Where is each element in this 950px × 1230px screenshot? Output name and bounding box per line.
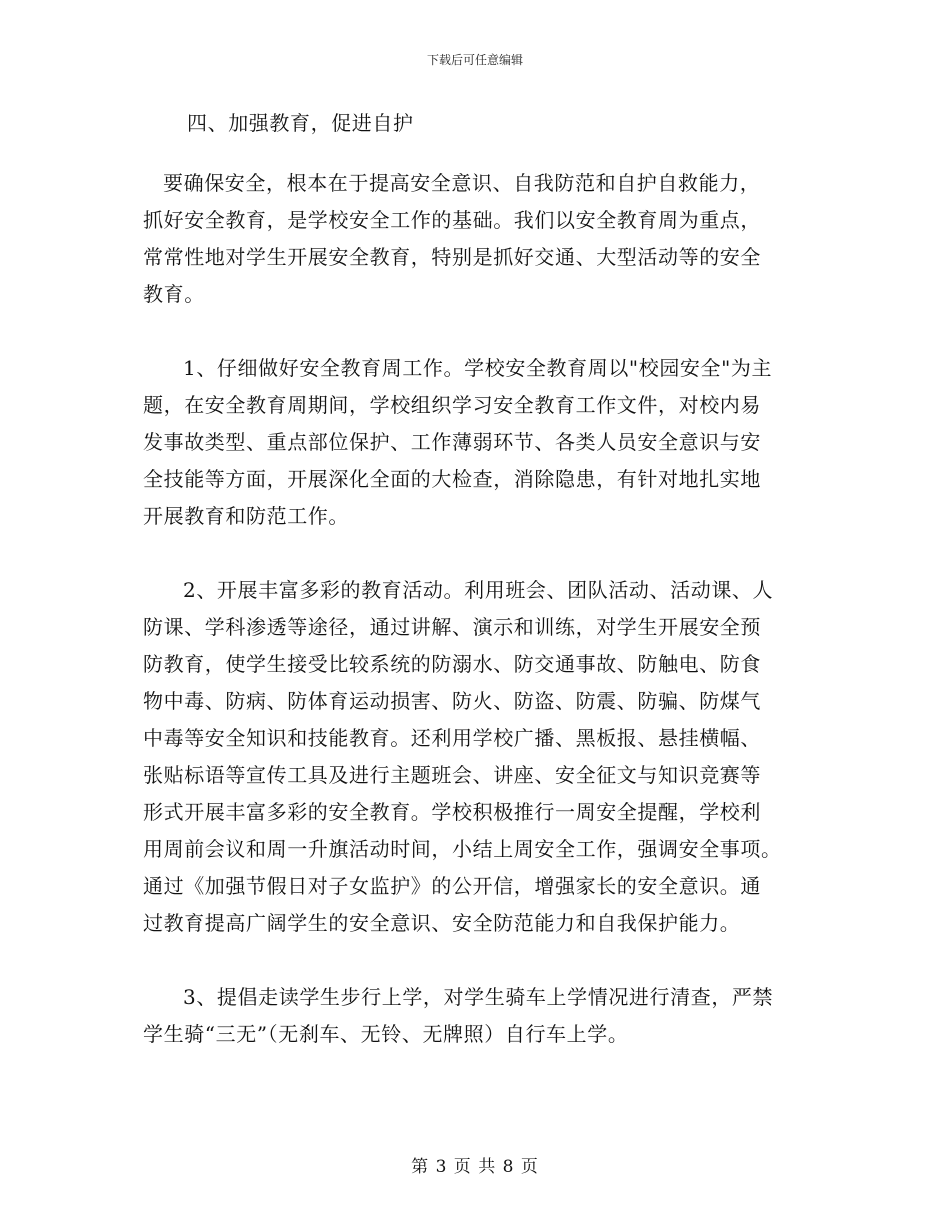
paragraph-line: 形式开展丰富多彩的安全教育。学校积极推行一周安全提醒，学校利	[143, 800, 761, 824]
paragraph-line: 物中毒、防病、防体育运动损害、防火、防盗、防震、防骗、防煤气	[143, 689, 761, 713]
paragraph-line: 2、开展丰富多彩的教育活动。利用班会、团队活动、活动课、人	[183, 578, 774, 602]
paragraph-line: 中毒等安全知识和技能教育。还利用学校广播、黑板报、悬挂横幅、	[143, 726, 761, 750]
paragraph-line: 3、提倡走读学生步行上学，对学生骑车上学情况进行清查，严禁	[183, 985, 774, 1009]
paragraph-line: 用周前会议和周一升旗活动时间，小结上周安全工作，强调安全事项。	[143, 837, 782, 861]
header-note: 下载后可任意编辑	[426, 53, 523, 67]
item-3-paragraph	[143, 979, 808, 1053]
paragraph-line: 防课、学科渗透等途径，通过讲解、演示和训练，对学生开展安全预	[143, 615, 761, 639]
paragraph-line: 通过《加强节假日对子女监护》的公开信，增强家长的安全意识。通	[143, 874, 761, 898]
paragraph-line: 发事故类型、重点部位保护、工作薄弱环节、各类人员安全意识与安	[143, 430, 761, 454]
paragraph-line: 全技能等方面，开展深化全面的大检查，消除隐患，有针对地扎实地	[143, 467, 761, 491]
paragraph-line: 要确保安全，根本在于提高安全意识、自我防范和自护自救能力，	[163, 171, 761, 195]
intro-paragraph	[143, 165, 808, 313]
paragraph-line: 过教育提高广阔学生的安全意识、安全防范能力和自我保护能力。	[143, 911, 741, 935]
paragraph-line: 抓好安全教育，是学校安全工作的基础。我们以安全教育周为重点，	[143, 208, 761, 232]
paragraph-line: 开展教育和防范工作。	[143, 504, 349, 528]
paragraph-line: 防教育，使学生接受比较系统的防溺水、防交通事故、防触电、防食	[143, 652, 761, 676]
paragraph-line: 学生骑“三无”（无刹车、无铃、无牌照）自行车上学。	[143, 1022, 629, 1046]
item-2-paragraph	[143, 572, 808, 942]
paragraph-line: 张贴标语等宣传工具及进行主题班会、讲座、安全征文与知识竞赛等	[143, 763, 761, 787]
page-number: 第 3 页 共 8 页	[411, 1157, 539, 1177]
paragraph-line: 题，在安全教育周期间，学校组织学习安全教育工作文件，对校内易	[143, 393, 761, 417]
section-heading: 四、加强教育，促进自护	[187, 111, 414, 135]
item-1-paragraph	[143, 350, 808, 535]
paragraph-line: 教育。	[143, 282, 205, 306]
document-body	[143, 105, 808, 1053]
paragraph-line: 1、仔细做好安全教育周工作。学校安全教育周以"校园安全"为主	[183, 356, 773, 380]
paragraph-line: 常常性地对学生开展安全教育，特别是抓好交通、大型活动等的安全	[143, 245, 761, 269]
